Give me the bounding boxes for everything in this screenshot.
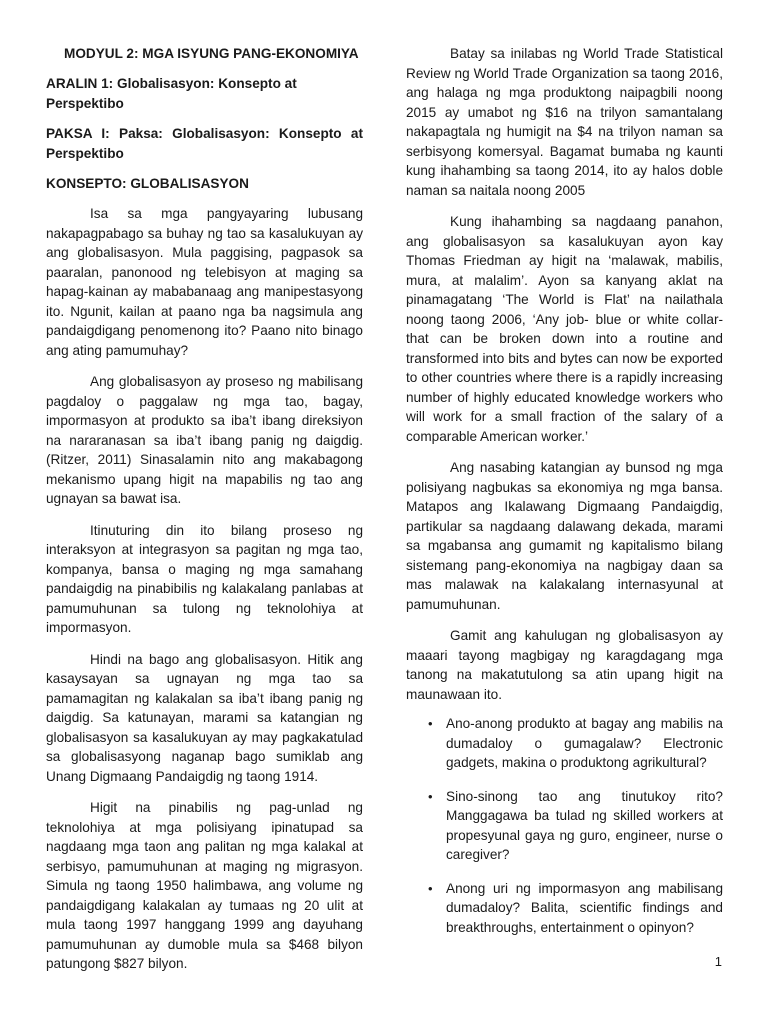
concept-title: KONSEPTO: GLOBALISASYON (46, 176, 249, 191)
paragraph: Ang globalisasyon ay proseso ng mabilisang pagdaloy o paggalaw ng mga tao, bagay, impormasyon at produkto sa iba’t ibang direksiyon na nararanasan sa iba’t ibang panig ng daigdig. (Ritzer, 2011) Sinasalamin nito ang makabagong mekanismo upang higit na mapabilis ng tao ang ugnayan sa bawat isa. (46, 374, 363, 506)
paragraph: Ang nasabing katangian ay bunsod ng mga polisiyang nagbukas sa ekonomiya ng mga bansa. Matapos ang Ikalawang Digmaang Pandaigdig, partikular sa nagdaang dalawang dekada, marami sa mgabansa ang gumamit ng kapitalismo bilang sistemang pang-ekonomiya na nagbigay daan sa mas malawak na kalakalang internasyunal at pamumuhunan. (406, 460, 723, 612)
list-item (406, 714, 723, 773)
list-item-text: Anong uri ng impormasyon ang mabilisang dumadaloy? Balita, scientific findings and breakthroughs, entertainment o opinyon? (446, 880, 723, 935)
bullet-icon: • (428, 788, 433, 804)
bullet-icon: • (428, 880, 433, 896)
list-item (406, 879, 723, 938)
topic-title: PAKSA I: Paksa: Globalisasyon: Konsepto at Perspektibo (46, 126, 363, 161)
module-title: MODYUL 2: MGA ISYUNG PANG-EKONOMIYA (64, 46, 359, 61)
list-item-text: Ano-anong produkto at bagay ang mabilis na dumadaloy o gumagalaw? Electronic gadgets, makina o produktong agrikultural? (446, 716, 723, 770)
question-list (406, 714, 723, 937)
paragraph: Higit na pinabilis ng pag-unlad ng teknolohiya at mga polisiyang ipinatupad sa nagdaang mga taon ang palitan ng mga kalakal at serbisyo, pamumuhunan at maging ng migrasyon. Simula ng taong 1950 halimbawa, ang volume ng pandaigdigang kalakalan ay tumaas ng 20 ulit at mula taong 1997 hanggang 1999 ang dayuhang pamumuhunan ay dumoble mula sa $468 bilyon patungong $827 bilyon. (46, 800, 363, 971)
paragraph: Kung ihahambing sa nagdaang panahon, ang globalisasyon sa kasalukuyan ayon kay Thomas Friedman ay higit na ‘malawak, mabilis, mura, at malalim’. Ayon sa kanyang aklat na pinamagatang ‘The World is Flat’ na nailathala noong taong 2006, ‘Any job- blue or white collar- that can be broken down into a routine and transformed into bits and bytes can now be exported to other countries where there is a rapidly increasing number of highly educated knowledge workers who will work for a small fraction of the salary of a comparable American worker.’ (406, 214, 723, 444)
paragraph: Isa sa mga pangyayaring lubusang nakapagpabago sa buhay ng tao sa kasalukuyan ay ang globalisasyon. Mula paggising, pagpasok sa paaralan, panonood ng telebisyon at maging sa hapag-kainan ay mababanaag ang manipestasyong ito. Ngunit, kailan at paano nga ba nagsimula ang pandaigdigang penomenong ito? Paano nito binago ang ating pamumuhay? (46, 206, 363, 358)
bullet-icon: • (428, 716, 433, 731)
left-column (46, 44, 363, 986)
paragraph: Batay sa inilabas ng World Trade Statistical Review ng World Trade Organization sa taong 2016, ang halaga ng mga produktong naipagbili noong 2015 ay umabot ng $16 na trilyon samantalang nakapagtala ng humigit na $4 na trilyon naman sa serbisyong komersyal. Bagamat bumaba ng kaunti kung ihahambing sa taong 2014, ito ay halos doble naman sa naitala noong 2005 (406, 46, 723, 198)
list-item-text: Sino-sinong tao ang tinutukoy rito? Manggagawa ba tulad ng skilled workers at propesyunal gaya ng guro, engineer, nurse o caregiver? (446, 788, 723, 862)
paragraph: Hindi na bago ang globalisasyon. Hitik ang kasaysayan sa ugnayan ng mga tao sa pamamagitan ng kalakalan sa iba’t ibang panig ng daigdig. Sa katunayan, marami sa katangian ng globalisasyon sa kasalukuyan ay may pagkakatulad sa globalisasyong naganap bago sumiklab ang Unang Digmaang Pandaigdig ng taong 1914. (46, 651, 363, 784)
paragraph: Itinuturing din ito bilang proseso ng interaksyon at integrasyon sa pagitan ng mga tao, kompanya, bansa o maging ng mga samahang pandaigdig na pinabibilis ng kalakalang panlabas at pamumuhunan sa tulong ng teknolohiya at impormasyon. (46, 522, 363, 635)
right-column (406, 44, 723, 951)
list-item (406, 787, 723, 865)
lesson-title: ARALIN 1: Globalisasyon: Konsepto at Perspektibo (46, 76, 297, 111)
paragraph: Gamit ang kahulugan ng globalisasyon ay maaari tayong magbigay ng karagdagang mga tanong na makatutulong sa atin upang higit na maunawaan ito. (406, 628, 723, 702)
page-number: 1 (714, 954, 722, 969)
